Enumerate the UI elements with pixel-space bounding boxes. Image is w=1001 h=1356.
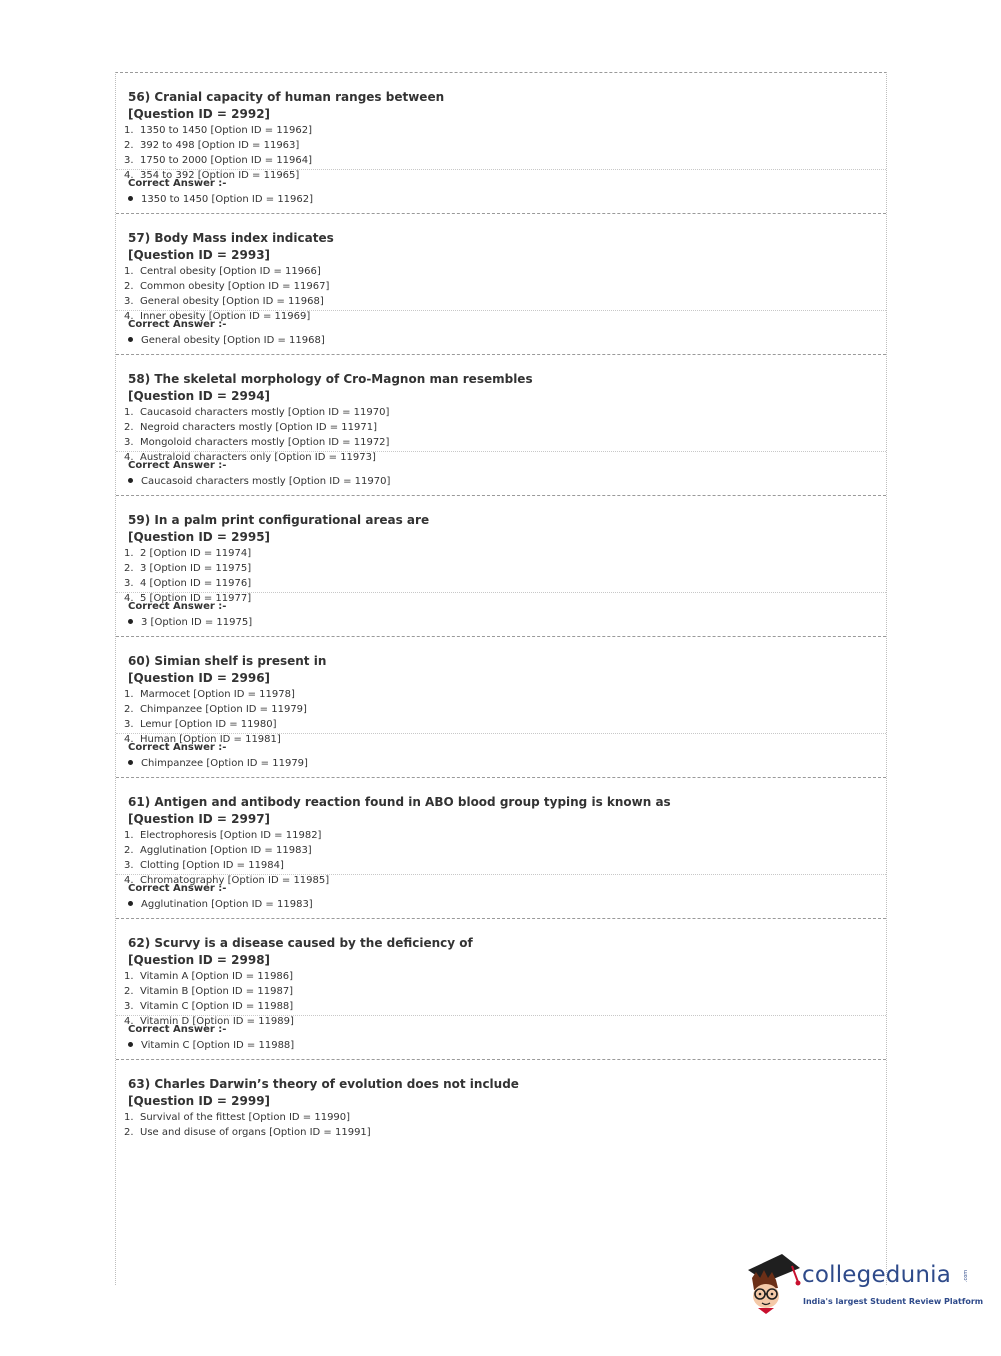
option-item — [124, 279, 886, 294]
question-id: [Question ID = 2992] — [128, 107, 271, 121]
brand-suffix: .com — [963, 1269, 970, 1283]
option-number: 3. — [124, 719, 134, 730]
question-title: 56) Cranial capacity of human ranges between — [128, 90, 445, 104]
option-text: Chromatography [Option ID = 11985] — [140, 875, 330, 886]
option-text: Clotting [Option ID = 11984] — [140, 860, 284, 871]
question-block — [116, 778, 886, 919]
question-title: 59) In a palm print configurational areas are — [128, 513, 430, 527]
question-id: [Question ID = 2995] — [128, 530, 271, 544]
option-number: 3. — [124, 296, 134, 307]
option-number: 2. — [124, 704, 134, 715]
question-body — [116, 496, 886, 604]
option-number: 2. — [124, 845, 134, 856]
option-text: 392 to 498 [Option ID = 11963] — [140, 140, 300, 151]
option-text: Caucasoid characters mostly [Option ID = 11970] — [140, 407, 390, 418]
option-number: 2. — [124, 1127, 134, 1138]
question-block — [116, 73, 886, 214]
option-item — [124, 153, 886, 168]
option-text: Vitamin D [Option ID = 11989] — [140, 1016, 294, 1027]
correct-answer-label: Correct Answer :- — [128, 178, 227, 189]
option-text: General obesity [Option ID = 11968] — [140, 296, 324, 307]
option-text: Common obesity [Option ID = 11967] — [140, 281, 330, 292]
correct-answer-text: Vitamin C [Option ID = 11988] — [141, 1040, 295, 1051]
question-block — [116, 496, 886, 637]
option-text: Agglutination [Option ID = 11983] — [140, 845, 312, 856]
option-item — [124, 561, 886, 576]
option-text: Vitamin C [Option ID = 11988] — [140, 1001, 294, 1012]
question-block — [116, 355, 886, 496]
option-text: Electrophoresis [Option ID = 11982] — [140, 830, 322, 841]
option-number: 4. — [124, 1016, 134, 1027]
bullet-icon — [128, 196, 133, 201]
question-id: [Question ID = 2998] — [128, 953, 271, 967]
option-text: Vitamin A [Option ID = 11986] — [140, 971, 294, 982]
question-block — [116, 919, 886, 1060]
question-title: 63) Charles Darwin’s theory of evolution does not include — [128, 1077, 519, 1091]
option-text: 1350 to 1450 [Option ID = 11962] — [140, 125, 313, 136]
question-body — [116, 355, 886, 463]
option-text: Central obesity [Option ID = 11966] — [140, 266, 321, 277]
correct-answer-value — [128, 897, 886, 912]
brand-name: collegedunia — [802, 1262, 952, 1288]
option-text: Inner obesity [Option ID = 11969] — [140, 311, 311, 322]
option-number: 3. — [124, 155, 134, 166]
question-body — [116, 919, 886, 1027]
option-text: Human [Option ID = 11981] — [140, 734, 281, 745]
question-id: [Question ID = 2996] — [128, 671, 271, 685]
question-id: [Question ID = 2997] — [128, 812, 271, 826]
option-number: 1. — [124, 830, 134, 841]
option-text: 354 to 392 [Option ID = 11965] — [140, 170, 300, 181]
correct-answer-label: Correct Answer :- — [128, 883, 227, 894]
option-item — [124, 1125, 886, 1140]
question-id: [Question ID = 2994] — [128, 389, 271, 403]
option-number: 2. — [124, 140, 134, 151]
option-number: 1. — [124, 548, 134, 559]
correct-answer-text: Caucasoid characters mostly [Option ID = 11970] — [141, 476, 391, 487]
option-item — [124, 294, 886, 309]
question-title: 58) The skeletal morphology of Cro-Magnon man resembles — [128, 372, 533, 386]
option-number: 1. — [124, 1112, 134, 1123]
option-number: 1. — [124, 407, 134, 418]
option-item — [124, 138, 886, 153]
question-body — [116, 1060, 886, 1156]
option-number: 1. — [124, 971, 134, 982]
correct-answer-text: General obesity [Option ID = 11968] — [141, 335, 325, 346]
question-title: 57) Body Mass index indicates — [128, 231, 334, 245]
option-number: 2. — [124, 281, 134, 292]
correct-answer-label: Correct Answer :- — [128, 1024, 227, 1035]
correct-answer-value — [128, 756, 886, 771]
option-item — [124, 702, 886, 717]
correct-answer-text: Agglutination [Option ID = 11983] — [141, 899, 313, 910]
option-item — [124, 1110, 886, 1125]
correct-answer-text: Chimpanzee [Option ID = 11979] — [141, 758, 308, 769]
correct-answer-label: Correct Answer :- — [128, 742, 227, 753]
option-number: 2. — [124, 563, 134, 574]
bullet-icon — [128, 901, 133, 906]
collegedunia-brand[interactable] — [742, 1248, 982, 1318]
option-text: 5 [Option ID = 11977] — [140, 593, 252, 604]
question-sheet — [115, 72, 887, 1285]
option-item — [124, 546, 886, 561]
option-item — [124, 717, 886, 732]
option-item — [124, 843, 886, 858]
option-number: 1. — [124, 266, 134, 277]
option-item — [124, 828, 886, 843]
question-body — [116, 778, 886, 886]
brand-tagline: India's largest Student Review Platform — [803, 1297, 984, 1306]
option-text: Negroid characters mostly [Option ID = 11971] — [140, 422, 377, 433]
option-number: 3. — [124, 860, 134, 871]
question-title: 61) Antigen and antibody reaction found in ABO blood group typing is known as — [128, 795, 671, 809]
option-number: 4. — [124, 311, 134, 322]
correct-answer-value — [128, 474, 886, 489]
option-item — [124, 420, 886, 435]
option-number: 4. — [124, 734, 134, 745]
option-text: 2 [Option ID = 11974] — [140, 548, 252, 559]
question-body — [116, 214, 886, 322]
option-number: 4. — [124, 452, 134, 463]
question-block — [116, 214, 886, 355]
bullet-icon — [128, 619, 133, 624]
option-item — [124, 984, 886, 999]
bullet-icon — [128, 337, 133, 342]
option-item — [124, 999, 886, 1014]
student-mascot-icon — [742, 1248, 804, 1314]
question-id: [Question ID = 2993] — [128, 248, 271, 262]
option-item — [124, 123, 886, 138]
option-text: 3 [Option ID = 11975] — [140, 563, 252, 574]
option-number: 4. — [124, 170, 134, 181]
option-number: 3. — [124, 437, 134, 448]
option-text: Australoid characters only [Option ID = 11973] — [140, 452, 376, 463]
option-text: 4 [Option ID = 11976] — [140, 578, 252, 589]
option-text: Survival of the fittest [Option ID = 11990] — [140, 1112, 351, 1123]
correct-answer-text: 3 [Option ID = 11975] — [141, 617, 253, 628]
correct-answer-label: Correct Answer :- — [128, 319, 227, 330]
option-list — [124, 1110, 886, 1140]
option-number: 2. — [124, 986, 134, 997]
bullet-icon — [128, 1042, 133, 1047]
question-body — [116, 73, 886, 181]
option-text: Lemur [Option ID = 11980] — [140, 719, 277, 730]
option-number: 4. — [124, 593, 134, 604]
option-number: 2. — [124, 422, 134, 433]
option-number: 1. — [124, 689, 134, 700]
correct-answer-text: 1350 to 1450 [Option ID = 11962] — [141, 194, 314, 205]
option-item — [124, 969, 886, 984]
bullet-icon — [128, 760, 133, 765]
option-number: 3. — [124, 578, 134, 589]
option-number: 3. — [124, 1001, 134, 1012]
option-text: Vitamin B [Option ID = 11987] — [140, 986, 294, 997]
question-id: [Question ID = 2999] — [128, 1094, 271, 1108]
correct-answer-value — [128, 1038, 886, 1053]
option-number: 1. — [124, 125, 134, 136]
question-title: 60) Simian shelf is present in — [128, 654, 327, 668]
option-item — [124, 405, 886, 420]
option-text: 1750 to 2000 [Option ID = 11964] — [140, 155, 313, 166]
question-title: 62) Scurvy is a disease caused by the deficiency of — [128, 936, 473, 950]
option-text: Chimpanzee [Option ID = 11979] — [140, 704, 307, 715]
option-item — [124, 264, 886, 279]
option-item — [124, 858, 886, 873]
correct-answer-value — [128, 333, 886, 348]
correct-answer-value — [128, 192, 886, 207]
option-item — [124, 687, 886, 702]
question-body — [116, 637, 886, 745]
correct-answer-value — [128, 615, 886, 630]
question-block — [116, 1060, 886, 1156]
option-text: Use and disuse of organs [Option ID = 11991] — [140, 1127, 371, 1138]
option-item — [124, 576, 886, 591]
option-number: 4. — [124, 875, 134, 886]
correct-answer-label: Correct Answer :- — [128, 460, 227, 471]
question-block — [116, 637, 886, 778]
correct-answer-label: Correct Answer :- — [128, 601, 227, 612]
bullet-icon — [128, 478, 133, 483]
option-text: Marmocet [Option ID = 11978] — [140, 689, 295, 700]
option-text: Mongoloid characters mostly [Option ID = 11972] — [140, 437, 390, 448]
option-item — [124, 435, 886, 450]
